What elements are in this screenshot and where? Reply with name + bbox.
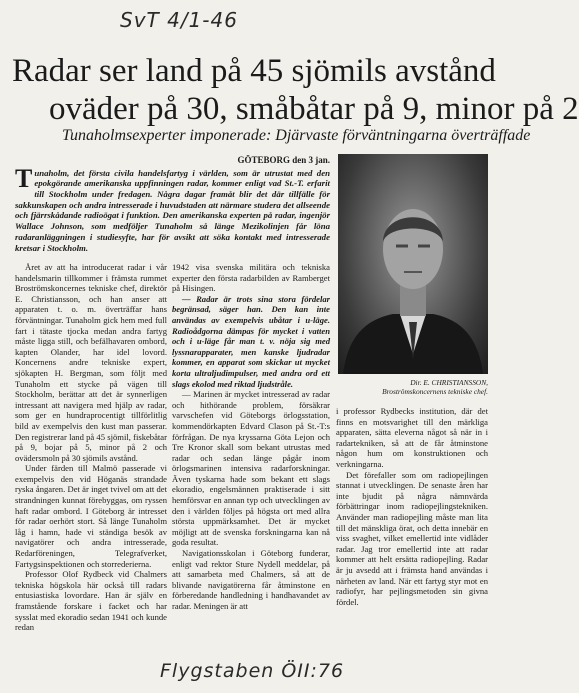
body-paragraph: Det förefaller som om radiopejlingen stannat i utvecklingen. De senaste åren har inte bjudit på några nämnvärda förbättringar inom radiopejlingstekniken. Använder man radiopejling måste man lita till det mänskliga örat, och detta innebär en viss svaghet, vilket emellertid inte vidlåder radar. Jag tror emellertid inte att radar kommer att helt ersätta radiopejling. Radar är ju avsedd att i främsta hand användas i närheten av land. När ett fartyg styr mot en radiofyr, har pejlingsmetoden sin givna fördel. [336, 469, 488, 607]
lead-paragraph [15, 163, 330, 254]
subheadline: Tunaholmsexperter imponerade: Djärvaste förväntningarna överträffade [62, 127, 531, 144]
photo-caption [338, 378, 488, 396]
body-paragraph: Under färden till Malmö passerade vi exempelvis den vid Höganäs strandade ryska ångaren. Det är inget tvivel om att det strandningen kunnat förebyggas, om ryssen haft radar ombord. I Göteborg är intresset för radar oerhört stort. Så länge Tunaholm låg i hamn, hade vi ständiga besök av navigatörer och andra intresserade, Redarföreningen, Telegrafverket, Fartygsinspektionen och storrederierna. [15, 463, 167, 569]
column-3 [336, 406, 488, 607]
caption-name: Dir. E. CHRISTIANSSON, [410, 378, 488, 387]
archive-stamp-note: Flygstaben ÖII:76 [160, 660, 345, 682]
body-paragraph: i professor Rydbecks institution, där det finns en motsvarighet till den märkliga apparaten, sätta eleverna något så när in i radartekniken, så att de får åtminstone någon hum om konstruktionen och verkningarna. [336, 406, 488, 469]
body-paragraph: Året av att ha introducerat radar i vår handelsmarin tillkommer i främsta rummet Broströmskoncernes tekniske chef, direktör E. Christiansson, och han anser att apparaten t. o. m. överträffar hans förväntningar. Tunaholm gick hem med full fart i tätaste tjocka medan andra fartyg måste ligga still, och befälhavaren ombord, kapten Olander, har idel lovord. Koncernens andre tekniske expert, sjökapten H. Bergman, som följt med Tunaholm ett stycke på vägen till Stockholm, berättar att det är synnerligen intressant att navigera med hjälp av radar, som ger en hundraprocentigt tillförlitlig bild av exempelvis den kust man passerar. Den registrerar land på 45 sjömil, fiskebåtar på 9, bojar på 5, minor på 2 och ovädersmoln på 30 sjömils avstånd. [15, 262, 167, 463]
portrait-photo [338, 154, 488, 374]
quote-paragraph: — Radar är trots sina stora fördelar begränsad, säger han. Den kan inte användas av exempelvis ubåtar i u-läge. Radioådgorna dämpas för mycket i vatten och i u-läge får man t. v. nöja sig med lyssnarapparater, men kanske ljudradar kommer, en apparat som skickar ut mycket korta ultraljudimpulser, med andra ord ett slags ekolod med riktad ljudstråle. [172, 293, 330, 389]
handwritten-date-note: SvT 4/1-46 [120, 8, 238, 32]
dateline: GÖTEBORG den 3 jan. [237, 155, 330, 165]
body-paragraph: — Marinen är mycket intresserad av radar och hithörande problem, försäkrar varvschefen vid Göteborgs örlogsstation, kommendörkapten Edvard Clason på St.-T:s förfrågan. De nya kryssarna Göta Lejon och Tre Kronor skall som bekant utrustas med radar och sedan länge pågår inom örlogsmarinen intensiva radarforskningar. Även tyskarna hade som bekant ett slags ekoradio, engelsmännen praktiserade i sitt hemförsvar en annan typ och utvecklingen av den i världen följes på högsta ort med allra största uppmärksamhet. Det är mycket möjligt att de svenska forskningarna kan nå goda resultat. [172, 389, 330, 548]
caption-title: Broströmskoncernens tekniske chef. [382, 387, 488, 396]
portrait-figure [338, 154, 488, 374]
headline-line-1: Radar ser land på 45 sjömils avstånd [12, 53, 496, 89]
column-1 [15, 262, 167, 633]
body-paragraph: 1942 visa svenska militära och tekniska experter den första radarbilden av Ramberget på Hisingen. [172, 262, 330, 294]
body-paragraph: Navigationsskolan i Göteborg funderar, enligt vad rektor Sture Nydell meddelar, på att samarbeta med Chalmers, så att de blivande navigatörerna får åtminstone en förberedande handledning i handhavandet av radar. Meningen är att [172, 548, 330, 611]
lead-text: unaholm, det första civila handelsfartyg i världen, som är utrustat med den epokgörande amerikanska uppfinningen radar, kommer enligt vad St.-T. erfarit till Stockholm under fredagen. Några dagar framåt blir det där tillfälle för sakkunskapen och andra intresserade i huvudstaden att närmare studera det allseende och fjärrskådande radioögat i funktion. Den amerikanska experten på radar, ingenjör Wallace Johnson, som medföljer Tunaholm så länge Mezikolinjen får löna radaranläggningen i studiesyfte, har för avsikt att söka kontakt med intresserade kretsar i Stockholm. [15, 167, 330, 253]
headline-line-2: oväder på 30, småbåtar på 9, minor på 2 [49, 91, 579, 127]
drop-cap: T [15, 163, 33, 193]
body-paragraph: Professor Olof Rydbeck vid Chalmers tekniska högskola här också till radars entusiastiska lovordare. Han är själv en framstående forskare i facket och har sysslat med ekoradio sedan 1941 och kunde redan [15, 569, 167, 633]
column-2 [172, 262, 330, 612]
lead-section [15, 155, 330, 253]
